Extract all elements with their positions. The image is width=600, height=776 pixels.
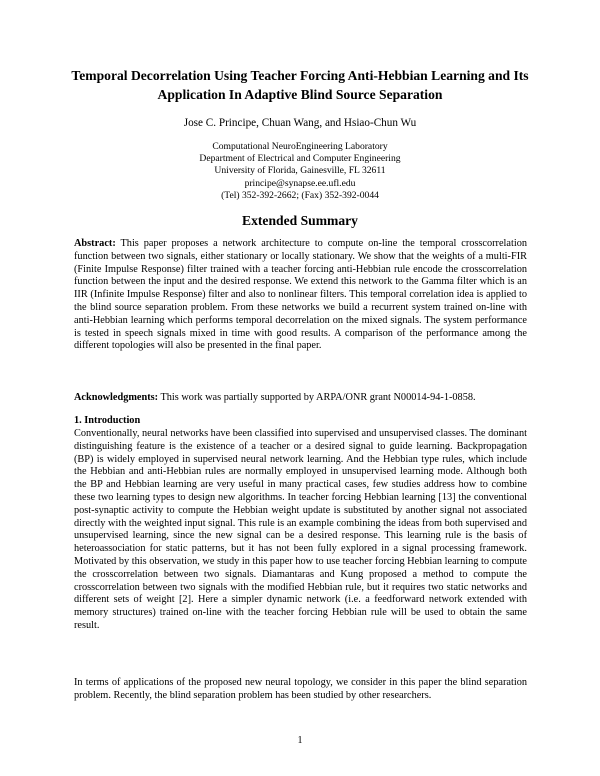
summary-heading: Extended Summary (242, 213, 358, 228)
affiliation-block (100, 141, 500, 202)
affiliation-department: Department of Electrical and Computer Engineering (199, 153, 401, 165)
introduction-paragraph-2: In terms of applications of the proposed new neural topology, we consider in this paper the blind separation problem. Recently, the blind separation problem has been studied by other researchers. (74, 677, 527, 701)
section-heading-introduction: 1. Introduction (74, 415, 141, 426)
affiliation-email: principe@synapse.ee.ufl.edu (244, 177, 356, 189)
page-number: 1 (297, 735, 303, 746)
abstract-text: This paper proposes a network architecture to compute on-line the temporal crosscorrelation function between two signals, either stationary or locally stationary. We show that the weights of a multi-FIR (Finite Impulse Response) filter trained with a teacher forcing anti-Hebbian rule encode the crosscorrelation function between the input and the desired response. We extend this network to the Gamma filter which is an IIR (Infinite Impulse Response) filter and also to nonlinear filters. This temporal correlation idea is applied to the blind source separation problem. From these networks we build a recurrent system trained on-line with anti-Hebbian learning which performs temporal decorrelation on the mixed signals. The system performance is tested in speech signals mixed in time with good results. A comparison of the performance among the different topologies will also be presented in the final paper. (74, 238, 528, 352)
introduction-paragraph-1: Conventionally, neural networks have been classified into supervised and unsupervised classes. The dominant distinguishing feature is the existence of a teacher or a desired signal to guide learning. Backpropagation (BP) is widely employed in supervised neural network learning. And the Hebbian type rules, which include the Hebbian and anti-Hebbian rules are normally employed in unsupervised learning mode. Although both the BP and Hebbian learning are very useful in many practical cases, few studies address how to combine these two learning types to design new algorithms. In teacher forcing Hebbian learning [13] the conventional post-synaptic activity to compute the Hebbian weight update is substituted by another signal not associated directly with the weighted input signal. This rule is an example combining the ideas from both supervised and unsupervised learning, since the new signal can be a desired response. This learning rule is the basis of heteroassociation for static patterns, but it has not been fully explored in a signal processing framework. Motivated by this observation, we study in this paper how to use teacher forcing Hebbian learning to compute the crosscorrelation between two signals. Diamantaras and Kung proposed a method to compute the crosscorrelation between two signals with the modified Hebbian rule, but it requires two static networks and different sets of weight [2]. Here a simpler dynamic network (i.e. a feedforward network extended with memory structures) trained on-line with the teacher forcing Hebbian rule will be used to obtain the same result. (74, 428, 527, 631)
affiliation-lab: Computational NeuroEngineering Laboratory (212, 141, 388, 152)
acknowledgments-text: This work was partially supported by ARPA/ONR grant N00014-94-1-0858. (160, 392, 476, 403)
abstract-paragraph (74, 238, 527, 353)
abstract-label: Abstract: (74, 238, 116, 249)
affiliation-university: University of Florida, Gainesville, FL 32611 (214, 165, 386, 177)
author-list: Jose C. Principe, Chuan Wang, and Hsiao-Chun Wu (183, 117, 417, 129)
paper-title: Temporal Decorrelation Using Teacher Forcing Anti-Hebbian Learning and Its Application In Adaptive Blind Source Separation (71, 68, 529, 102)
acknowledgments-label: Acknowledgments: (74, 392, 159, 403)
acknowledgments-paragraph (74, 392, 527, 405)
affiliation-phone: (Tel) 352-392-2662; (Fax) 352-392-0044 (221, 189, 379, 201)
